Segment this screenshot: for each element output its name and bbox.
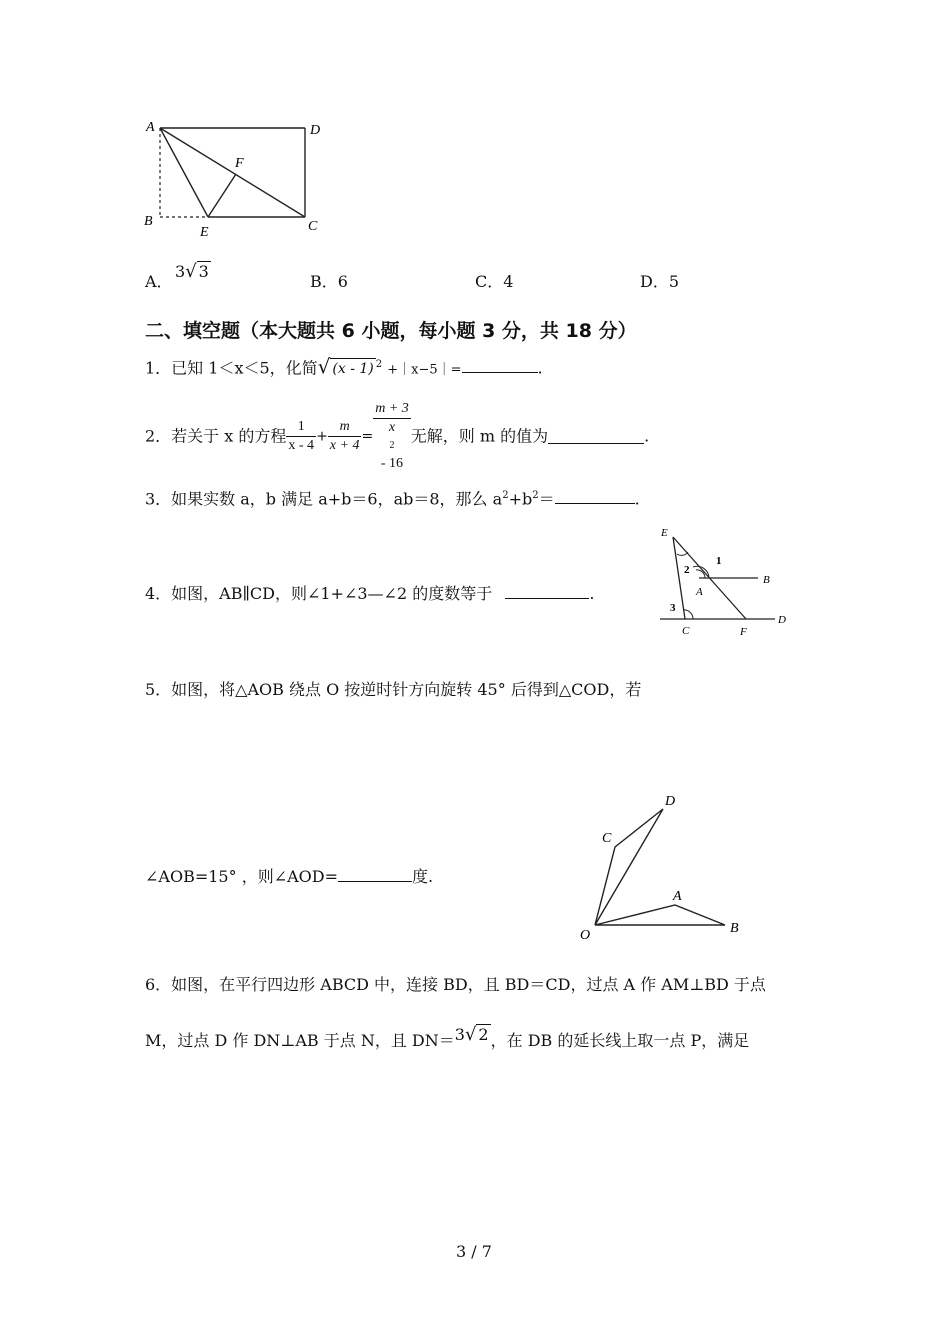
q3-end: . [634,489,640,509]
question-4 [145,584,594,604]
label-b: B [763,574,770,586]
label-c: C [308,219,318,234]
q2-f2-denominator: x + 4 [329,438,360,453]
figure-q5 [570,785,750,945]
label-a: A [696,586,703,598]
label-angle-2: 2 [684,564,690,576]
q6-radicand: 2 [478,1025,489,1044]
label-e: E [200,225,209,240]
section-heading: 二、填空题（本大题共 6 小题，每小题 3 分，共 18 分） [145,320,637,342]
q2-plus: + [316,428,328,445]
option-a-value: 3√ 3 [175,261,209,282]
label-angle-1: 1 [716,555,722,567]
label-a: A [146,120,155,135]
label-o: O [580,928,591,943]
q2-f1-denominator: x - 4 [288,438,315,453]
q2-end: . [644,426,650,446]
q6-coef: 3 [454,1025,465,1044]
q1-answer-blank[interactable] [462,358,538,373]
q3-prefix: 3．如果实数 a，b 满足 a+b＝6，ab＝8，那么 a [145,489,503,509]
option-a-coef: 3 [175,262,186,281]
q4-answer-blank[interactable] [505,584,589,599]
q4-end: . [589,584,595,603]
q2-f3-exponent: 2 [389,440,395,451]
q3-exp-2: 2 [532,490,539,501]
diagonal-ac [160,128,305,217]
question-3 [145,486,640,509]
q2-f3-denominator: x [388,420,396,435]
option-b: B．6 [310,272,348,291]
q1-prefix: 1．已知 1＜x＜5，化简 [145,358,318,378]
q5-answer-blank[interactable] [338,867,412,882]
q3-exp-1: 2 [502,490,509,501]
q2-suffix: 无解，则 m 的值为 [410,426,549,446]
q2-equals: = [361,428,374,445]
label-c: C [682,625,690,637]
segment-ef [208,174,236,217]
q4-text: 4．如图，AB∥CD，则∠1+∠3—∠2 的度数等于 [145,584,493,603]
page-number: 3 / 7 [456,1242,492,1261]
label-b: B [730,921,739,936]
q3-mid: +b [508,489,533,509]
label-c: C [602,831,612,846]
q2-fraction-3 [373,400,411,473]
q6-suffix: ，在 DB 的延长线上取一点 P，满足 [490,1031,750,1050]
q2-answer-blank[interactable] [548,429,644,444]
question-5-line-1: 5．如图，将△AOB 绕点 O 按逆时针方向旋转 45° 后得到△COD，若 [145,680,642,699]
q1-exponent: 2 [375,359,383,370]
q1-end: . [537,358,543,378]
q2-fraction-1 [286,418,316,455]
q2-f2-numerator: m [328,418,362,437]
figure-rectangle [140,115,340,245]
question-6-line-1: 6．如图，在平行四边形 ABCD 中，连接 BD，且 BD＝CD，过点 A 作 AM⊥BD 于点 [145,975,766,994]
label-e: E [661,527,668,539]
q2-prefix: 2．若关于 x 的方程 [145,426,287,446]
label-d: D [778,614,786,626]
label-a: A [673,889,682,904]
segment-ae [160,128,208,217]
label-d: D [665,794,676,809]
triangle-aob [595,905,725,925]
option-a-label: A． [145,272,173,291]
question-2 [145,400,649,473]
option-c: C．4 [475,272,514,291]
label-f: F [740,626,747,638]
question-5-line-2 [145,867,433,887]
q3-answer-blank[interactable] [555,489,635,504]
q2-fraction-2 [328,418,362,455]
option-a-radicand: 3 [198,262,209,281]
q5-prefix: ∠AOB=15° ，则∠AOD= [145,867,339,886]
option-d: D．5 [640,272,680,291]
q2-f1-numerator: 1 [286,418,316,437]
label-f: F [235,156,244,171]
label-b: B [144,214,153,229]
triangle-cod [595,809,663,925]
q1-radicand: (x - 1) [330,358,375,379]
label-angle-3: 3 [670,602,676,614]
figure-q4 [655,522,795,644]
label-d: D [310,123,321,138]
question-6-line-2: M，过点 D 作 DN⊥AB 于点 N，且 DN＝3√ 2 ，在 DB 的延长线上取一点 P，满足 [145,1024,750,1050]
q6-prefix: M，过点 D 作 DN⊥AB 于点 N，且 DN＝ [145,1031,455,1050]
option-a [145,272,173,292]
q2-f3-denominator-tail: - 16 [380,456,404,471]
q5-suffix: 度. [412,867,434,886]
question-1: 1．已知 1＜x＜5，化简√ (x - 1) $^2$ +｜x−5｜= . [145,354,543,379]
q1-suffix: +｜x−5｜= [387,362,462,378]
q2-f3-numerator: m + 3 [373,400,411,419]
q3-suffix: ＝ [538,489,555,509]
